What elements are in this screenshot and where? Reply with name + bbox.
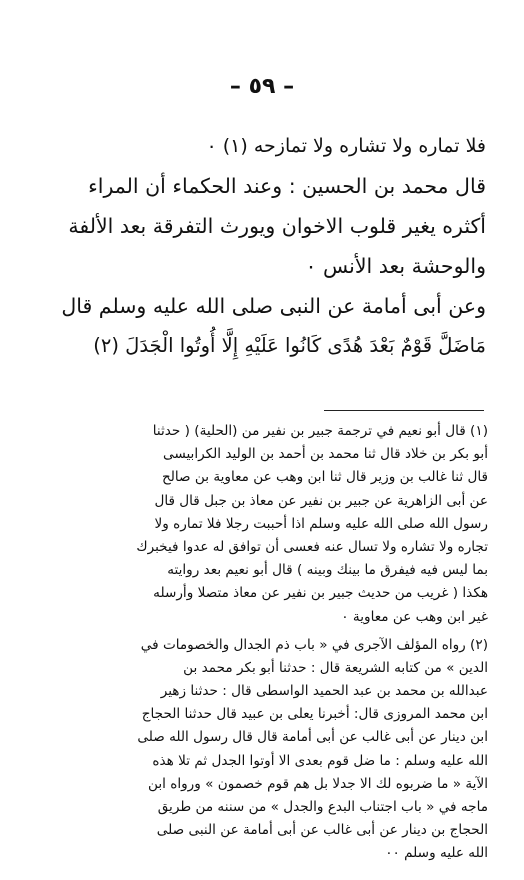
footnote-line: (٢) رواه المؤلف الآجرى في « باب ذم الجدال والخصومات في bbox=[140, 636, 488, 653]
footnote-2 bbox=[38, 634, 488, 866]
footnote-line: الحجاج بن دينار عن أبى غالب عن أبى أمامة عن النبى صلى bbox=[156, 822, 488, 839]
main-text-line: والوحشة بعد الأنس ٠ bbox=[305, 254, 486, 278]
footnote-line: هكذا ( غريب من حديث جبير بن نفير عن معاذ متصلا وأرسله bbox=[153, 585, 488, 602]
footnote-line: رسول الله صلى الله عليه وسلم اذا أحببت رجلا فلا تماره ولا bbox=[154, 515, 488, 532]
hadith-quote-line: مَاضَلَّ قَوْمٌ بَعْدَ هُدًى كَانُوا عَلَيْهِ إِلَّا أُوتُوا الْجَدَلَ (٢) bbox=[93, 334, 486, 357]
footnote-1 bbox=[38, 420, 488, 629]
footnote-line: قال ثنا غالب بن وزير قال ثنا ابن وهب عن معاوية بن صالح bbox=[161, 469, 488, 486]
footnote-line: ابن محمد المروزى قال: أخبرنا يعلى بن عبيد قال حدثنا الحجاج bbox=[141, 706, 488, 723]
page-number: – ٥٩ – bbox=[229, 74, 295, 99]
main-text-block bbox=[38, 126, 486, 366]
footnote-line: بما ليس فيه فيفرق ما بينك وبينه ) قال أبو نعيم بعد روايته bbox=[167, 562, 488, 579]
main-text-line: قال محمد بن الحسين : وعند الحكماء أن المراء bbox=[88, 174, 486, 198]
main-text-line: أكثره يغير قلوب الاخوان ويورث التفرقة بعد الألفة bbox=[68, 214, 486, 238]
footnote-line: ابن دينار عن أبى غالب عن أبى أمامة قال قال رسول الله صلى bbox=[137, 729, 488, 746]
footnote-line: أبو بكر بن خلاد قال ثنا محمد بن أحمد بن الوليد الكرابيسى bbox=[162, 446, 488, 463]
footnote-line: الله عليه وسلم ٠٠ bbox=[385, 845, 488, 862]
footnote-line: عبدالله بن محمد بن عبد الحميد الواسطى قال : حدثنا زهير bbox=[160, 683, 488, 700]
footnote-line: (١) قال أبو نعيم في ترجمة جبير بن نفير من (الحلية) ( حدثنا bbox=[152, 423, 488, 439]
footnotes-block bbox=[38, 420, 488, 866]
footnote-line: تجاره ولا تشاره ولا تسال عنه فعسى أن توافق له عدوا فيخبرك bbox=[136, 538, 488, 555]
footnote-line: الله عليه وسلم : ما ضل قوم بعدى الا أوتوا الجدل ثم تلا هذه bbox=[152, 752, 488, 769]
footnote-divider bbox=[324, 410, 484, 411]
main-text-line: وعن أبى أمامة عن النبى صلى الله عليه وسلم قال bbox=[61, 294, 486, 318]
footnote-line: عن أبى الزاهرية عن جبير بن نفير عن معاذ بن جبل قال قال bbox=[154, 492, 488, 509]
footnote-line: غير ابن وهب عن معاوية ٠ bbox=[341, 608, 488, 625]
main-text-line: فلا تماره ولا تشاره ولا تمازحه (١) ٠ bbox=[206, 135, 486, 157]
footnote-line: الدين » من كتابه الشريعة قال : حدثنا أبو بكر محمد بن bbox=[183, 659, 488, 676]
footnote-line: الآية « ما ضربوه لك الا جدلا بل هم قوم خصمون » ورواه ابن bbox=[147, 775, 488, 792]
footnote-line: ماجه في « باب اجتناب البدع والجدل » من سننه من طريق bbox=[157, 799, 488, 815]
